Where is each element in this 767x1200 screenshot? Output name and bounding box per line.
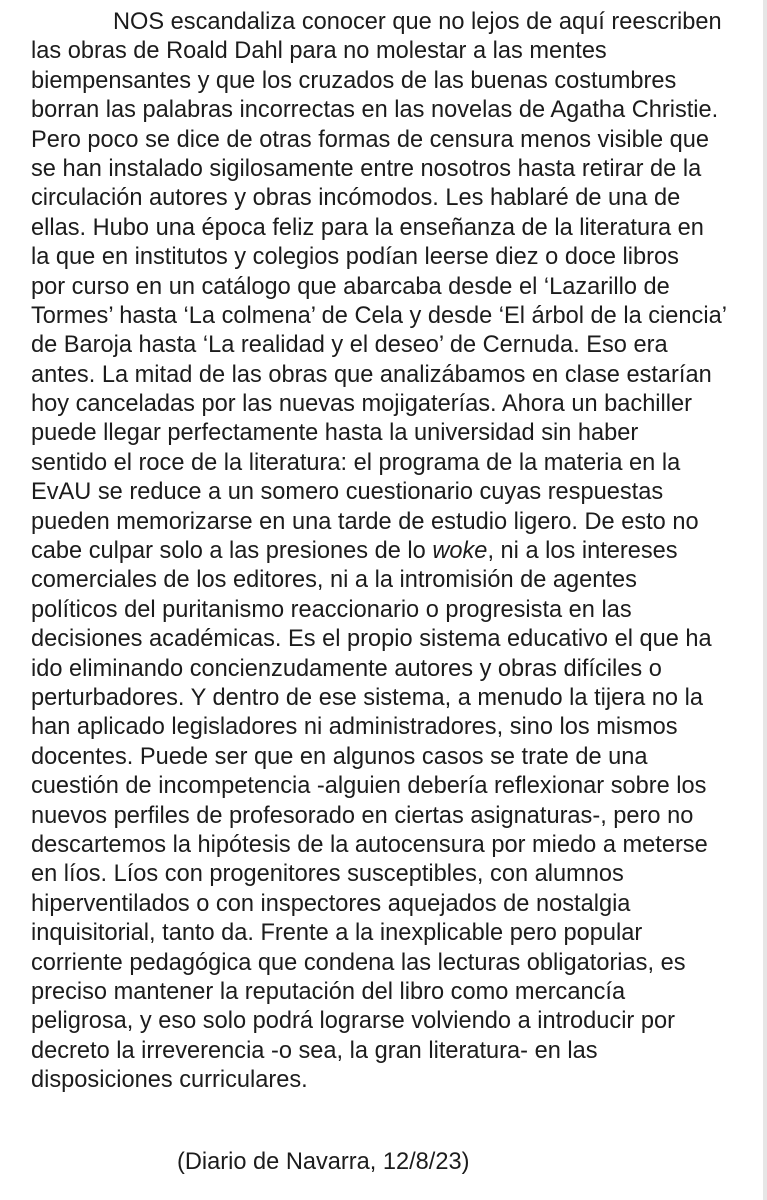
- text-segment: disposiciones curriculares.: [31, 1067, 308, 1094]
- text-line: [31, 449, 761, 478]
- page-edge: [763, 0, 767, 1200]
- text-line: [31, 625, 761, 654]
- text-segment: de Baroja hasta ‘La realidad y el deseo’ de Cernuda. Eso era: [31, 332, 668, 359]
- italic-word: woke: [432, 538, 488, 565]
- text-segment: , ni a los intereses: [487, 538, 678, 565]
- text-segment: EvAU se reduce a un somero cuestionario cuyas respuestas: [31, 479, 664, 506]
- text-line: [31, 772, 761, 801]
- text-segment: por curso en un catálogo que abarcaba desde el ‘Lazarillo de: [31, 273, 670, 300]
- text-segment: ellas. Hubo una época feliz para la enseñanza de la literatura en: [31, 214, 704, 241]
- text-line: [31, 478, 761, 507]
- text-segment: políticos del puritanismo reaccionario o progresista en las: [31, 596, 632, 623]
- text-line: [31, 243, 761, 272]
- text-segment: antes. La mitad de las obras que analizábamos en clase estarían: [31, 361, 712, 388]
- text-line: [31, 655, 761, 684]
- text-segment: corriente pedagógica que condena las lecturas obligatorias, es: [31, 949, 686, 976]
- text-segment: docentes. Puede ser que en algunos casos se trate de una: [31, 743, 648, 770]
- text-segment: Pero poco se dice de otras formas de censura menos visible que: [31, 126, 710, 153]
- text-segment: cuestión de incompetencia -alguien debería reflexionar sobre los: [31, 773, 707, 800]
- text-line: [31, 949, 761, 978]
- text-segment: Tormes’ hasta ‘La colmena’ de Cela y desde ‘El árbol de la ciencia’: [31, 302, 727, 329]
- text-line: [31, 566, 761, 595]
- text-line: [31, 214, 761, 243]
- text-segment: decreto la irreverencia -o sea, la gran literatura- en las: [31, 1037, 598, 1064]
- text-segment: ido eliminando concienzudamente autores y obras difíciles o: [31, 655, 662, 682]
- text-line: [31, 96, 761, 125]
- text-line: [31, 978, 761, 1007]
- article-source: (Diario de Navarra, 12/8/23): [177, 1149, 470, 1175]
- text-line: [31, 390, 761, 419]
- text-line: [31, 361, 761, 390]
- text-line: [31, 831, 761, 860]
- text-segment: nuevos perfiles de profesorado en ciertas asignaturas-, pero no: [31, 802, 694, 829]
- text-line: [31, 155, 761, 184]
- text-segment: NOS escandaliza conocer que no lejos de aquí reescriben: [113, 9, 722, 35]
- text-line: [31, 126, 761, 155]
- article-body: [31, 8, 761, 1095]
- text-segment: inquisitorial, tanto da. Frente a la inexplicable pero popular: [31, 920, 643, 947]
- text-segment: se han instalado sigilosamente entre nosotros hasta retirar de la: [31, 155, 702, 182]
- text-segment: peligrosa, y eso solo podrá lograrse volviendo a introducir por: [31, 1008, 675, 1035]
- text-segment: borran las palabras incorrectas en las novelas de Agatha Christie.: [31, 97, 719, 124]
- text-segment: decisiones académicas. Es el propio sistema educativo el que ha: [31, 626, 712, 653]
- text-line: [31, 419, 761, 448]
- text-segment: en líos. Líos con progenitores susceptibles, con alumnos: [31, 861, 624, 888]
- text-line: [31, 1066, 761, 1095]
- text-segment: biempensantes y que los cruzados de las buenas costumbres: [31, 67, 677, 94]
- text-line: [31, 37, 761, 66]
- text-segment: hiperventilados o con inspectores aquejados de nostalgia: [31, 890, 631, 917]
- text-segment: las obras de Roald Dahl para no molestar a las mentes: [31, 38, 607, 65]
- text-segment: pueden memorizarse en una tarde de estudio ligero. De esto no: [31, 508, 699, 535]
- text-segment: perturbadores. Y dentro de ese sistema, a menudo la tijera no la: [31, 684, 703, 711]
- text-line: [31, 860, 761, 889]
- text-line: [31, 67, 761, 96]
- text-line: [31, 273, 761, 302]
- text-segment: puede llegar perfectamente hasta la universidad sin haber: [31, 420, 639, 447]
- text-line: [31, 8, 761, 37]
- text-line: [31, 713, 761, 742]
- text-segment: sentido el roce de la literatura: el programa de la materia en la: [31, 449, 681, 476]
- text-segment: comerciales de los editores, ni a la intromisión de agentes: [31, 567, 637, 594]
- text-line: [31, 890, 761, 919]
- text-segment: circulación autores y obras incómodos. Les hablaré de una de: [31, 185, 681, 212]
- text-segment: cabe culpar solo a las presiones de lo: [31, 538, 433, 565]
- text-line: [31, 1007, 761, 1036]
- text-line: [31, 684, 761, 713]
- text-segment: la que en institutos y colegios podían leerse diez o doce libros: [31, 244, 679, 271]
- text-line: [31, 919, 761, 948]
- text-line: [31, 508, 761, 537]
- text-line: [31, 302, 761, 331]
- text-segment: descartemos la hipótesis de la autocensura por miedo a meterse: [31, 831, 708, 858]
- text-line: [31, 1037, 761, 1066]
- text-segment: preciso mantener la reputación del libro como mercancía: [31, 978, 626, 1005]
- text-line: [31, 596, 761, 625]
- text-segment: hoy canceladas por las nuevas mojigaterías. Ahora un bachiller: [31, 391, 693, 418]
- text-line: [31, 537, 761, 566]
- text-line: [31, 743, 761, 772]
- text-line: [31, 331, 761, 360]
- text-line: [31, 184, 761, 213]
- text-segment: han aplicado legisladores ni administradores, sino los mismos: [31, 714, 678, 741]
- text-line: [31, 802, 761, 831]
